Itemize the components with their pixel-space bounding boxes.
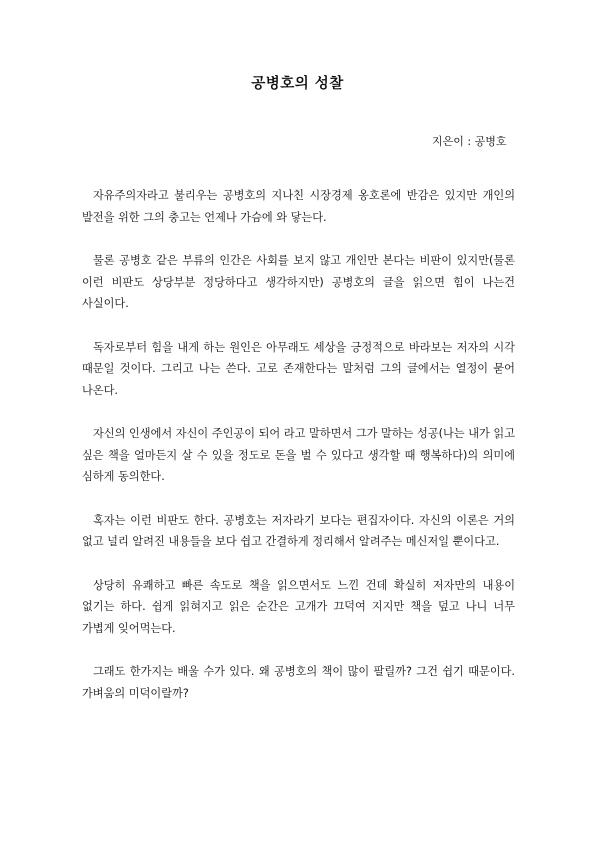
paragraph-7: 그래도 한가지는 배울 수가 있다. 왜 공병호의 책이 많이 팔릴까? 그건 쉽기 때문이다. 가벼움의 미덕이랄까? (82, 665, 515, 700)
document-title: 공병호의 성찰 (251, 76, 344, 92)
paragraph-2: 물론 공병호 같은 부류의 인간은 사회를 보지 않고 개인만 본다는 비판이 있지만(물론 이런 비판도 상당부분 정당하다고 생각하지만) 공병호의 글을 읽으면 힘이 나는건 사실이다. (82, 254, 515, 310)
paragraph-3: 독자로부터 힘을 내게 하는 원인은 아무래도 세상을 긍정적으로 바라보는 저자의 시각 때문일 것이다. 그리고 나는 쓴다. 고로 존재한다는 말처럼 그의 글에서는 열정이 묻어 나온다. (82, 340, 515, 397)
author-line (432, 133, 506, 149)
paragraph-4: 자신의 인생에서 자신이 주인공이 되어 라고 말하면서 그가 말하는 성공(나는 내가 읽고 싶은 책을 얼마든지 살 수 있을 정도로 돈을 벌 수 있다고 생각할 때 행복하다)의 의미에 심하게 동의한다. (82, 427, 515, 483)
author-label: 지은이 : (432, 135, 475, 148)
author-name: 공병호 (474, 135, 507, 148)
document-body (82, 185, 515, 726)
paragraph-5: 혹자는 이런 비판도 한다. 공병호는 저자라기 보다는 편집자이다. 자신의 이론은 거의 없고 널리 알려진 내용들을 보다 쉽고 간결하게 정리해서 알려주는 메신저일 뿐이다고. (82, 513, 515, 548)
paragraph-1: 자유주의자라고 불리우는 공병호의 지나친 시장경제 옹호론에 반감은 있지만 개인의 발전을 위한 그의 충고는 언제나 가슴에 와 닿는다. (82, 189, 515, 224)
paragraph-6: 상당히 유쾌하고 빠른 속도로 책을 읽으면서도 느낀 건데 확실히 저자만의 내용이 없기는 하다. 쉽게 읽혀지고 읽은 순간은 고개가 끄덕여 지지만 책을 덮고 나니 너무 가볍게 잊어먹는다. (82, 578, 515, 635)
